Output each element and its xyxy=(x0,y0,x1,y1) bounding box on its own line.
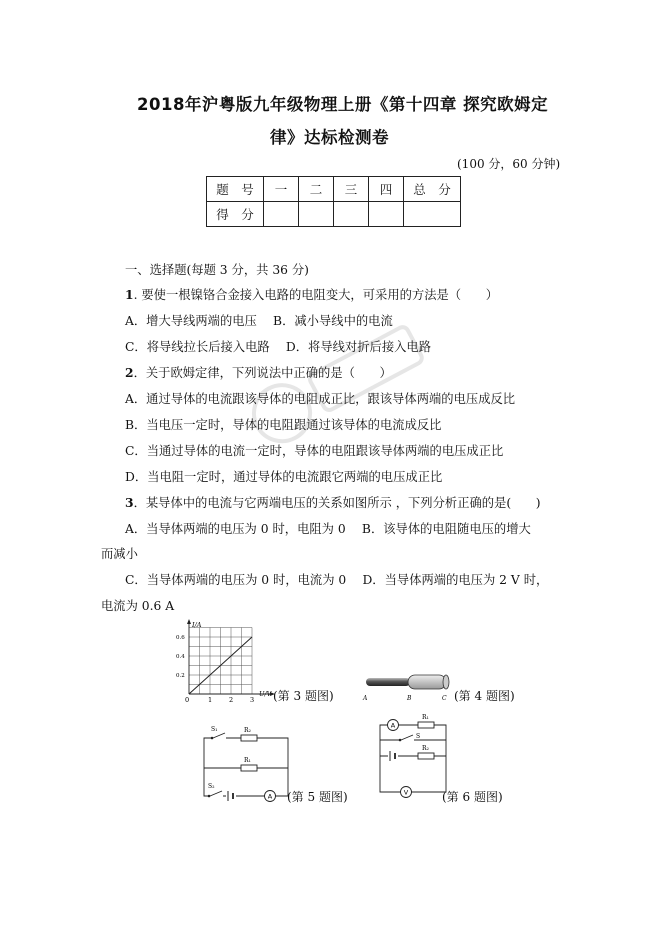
y-axis-arrow xyxy=(187,619,191,624)
question-2-stem xyxy=(125,365,392,381)
figure-6-caption: (第 6 题图) xyxy=(442,790,503,804)
score-cell[interactable] xyxy=(404,202,461,227)
wire-label-a: A xyxy=(363,695,368,702)
ammeter-label: A xyxy=(267,792,273,801)
table-cell: 总 分 xyxy=(404,177,461,202)
section-heading: 一、选择题(每题 3 分，共 36 分) xyxy=(125,263,309,277)
score-cell[interactable] xyxy=(299,202,334,227)
question-text: . 要使一根镍铬合金接入电路的电阻变大，可采用的方法是（ ） xyxy=(133,288,498,302)
question-number: 3 xyxy=(125,495,134,510)
x-tick-label: 3 xyxy=(250,696,255,704)
resistor-r1 xyxy=(418,722,434,728)
table-cell: 二 xyxy=(299,177,334,202)
wire-label-b: B xyxy=(407,695,412,702)
y-axis-label: I/A xyxy=(192,621,202,629)
title-line-2: 律》达标检测卷 xyxy=(270,128,389,147)
label-s2: S₂ xyxy=(208,783,215,790)
question-3-options-ab-cont: 而减小 xyxy=(101,547,138,561)
label-s1: S₁ xyxy=(211,726,218,733)
question-2-option-b: B．当电压一定时，导体的电阻跟通过该导体的电流成反比 xyxy=(125,418,442,432)
switch-s1-contact xyxy=(211,737,214,740)
wire-label-c: C xyxy=(442,695,447,702)
table-cell: 题 号 xyxy=(207,177,264,202)
score-table xyxy=(206,176,461,227)
switch-contact xyxy=(399,739,402,742)
resistor-r2 xyxy=(241,735,257,741)
score-cell[interactable] xyxy=(264,202,299,227)
question-2-option-c: C．当通过导体的电流一定时，导体的电阻跟该导体两端的电压成正比 xyxy=(125,444,504,458)
question-1-options-cd: C．将导线拉长后接入电路 D．将导线对折后接入电路 xyxy=(125,340,432,354)
question-number: 1 xyxy=(125,287,134,302)
exam-info: (100 分，60 分钟) xyxy=(457,157,561,171)
score-cell[interactable] xyxy=(334,202,369,227)
x-axis-label: U/V xyxy=(259,690,272,698)
table-cell: 得 分 xyxy=(207,202,264,227)
score-table-score-row xyxy=(207,202,461,227)
question-3-options-ab: A．当导体两端的电压为 0 时，电阻为 0 B．该导体的电阻随电压的增大 xyxy=(125,522,531,536)
question-3-stem xyxy=(125,495,541,511)
question-3-options-cd-cont: 电流为 0.6 A xyxy=(101,599,175,613)
label-r2: R₂ xyxy=(422,745,429,752)
table-cell: 四 xyxy=(369,177,404,202)
x-tick-label: 2 xyxy=(229,696,234,704)
ammeter-label: A xyxy=(390,721,396,730)
question-text: ．关于欧姆定律，下列说法中正确的是（ ） xyxy=(133,366,392,380)
figure-4-caption: (第 4 题图) xyxy=(454,689,515,703)
table-cell: 三 xyxy=(334,177,369,202)
question-2-option-d: D．当电阻一定时，通过导体的电流跟它两端的电压成正比 xyxy=(125,470,443,484)
resistor-r2 xyxy=(418,753,434,759)
figure-3-caption: (第 3 题图) xyxy=(273,689,334,703)
label-r1: R₁ xyxy=(244,757,251,764)
wire-end xyxy=(443,675,449,689)
wire-thick-section xyxy=(408,675,446,689)
figure-4-wire xyxy=(362,671,454,703)
wire-thin-section xyxy=(366,678,410,686)
voltmeter-label: V xyxy=(403,788,409,797)
switch-s2-contact xyxy=(208,795,211,798)
question-2-option-a: A．通过导体的电流跟该导体的电阻成正比，跟该导体两端的电压成反比 xyxy=(125,392,516,406)
label-s: S xyxy=(416,733,421,740)
question-3-options-cd: C．当导体两端的电压为 0 时，电流为 0 D．当导体两端的电压为 2 V 时， xyxy=(125,573,549,587)
resistor-r1 xyxy=(241,765,257,771)
question-1-stem xyxy=(125,287,498,303)
question-text: ．某导体中的电流与它两端电压的关系如图所示 ，下列分析正确的是( ) xyxy=(133,496,541,510)
score-cell[interactable] xyxy=(369,202,404,227)
figure-5-circuit xyxy=(198,720,294,804)
question-1-options-ab: A．增大导线两端的电压 B．减小导线中的电流 xyxy=(125,314,393,328)
label-r2: R₂ xyxy=(244,727,251,734)
y-tick-label: 0.6 xyxy=(176,635,185,641)
table-cell: 一 xyxy=(264,177,299,202)
label-r1: R₁ xyxy=(422,714,429,721)
figure-3-chart xyxy=(170,618,280,704)
x-tick-labels xyxy=(185,696,254,704)
y-tick-label: 0.2 xyxy=(176,673,185,679)
x-tick-label: 1 xyxy=(208,696,213,704)
question-number: 2 xyxy=(125,365,134,380)
x-tick-label: 0 xyxy=(185,696,190,704)
title-line-1: 2018年沪粤版九年级物理上册《第十四章 探究欧姆定 xyxy=(137,95,549,114)
y-tick-labels xyxy=(176,635,185,679)
figure-5-caption: (第 5 题图) xyxy=(287,790,348,804)
score-table-header-row xyxy=(207,177,461,202)
chart-grid xyxy=(189,628,252,695)
y-tick-label: 0.4 xyxy=(176,654,185,660)
